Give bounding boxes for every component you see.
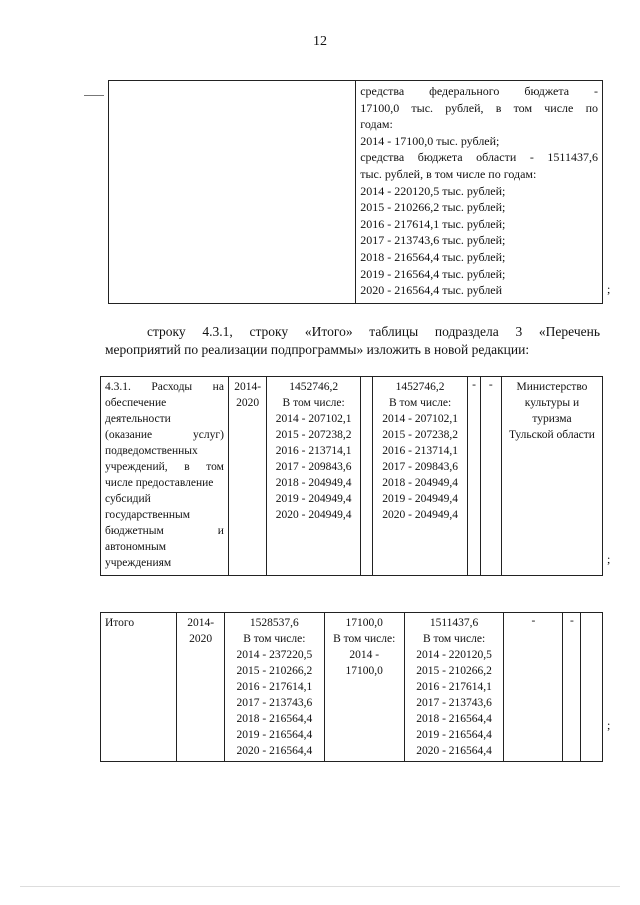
description-line: субсидий (105, 493, 151, 505)
description-line: деятельности (105, 413, 171, 425)
amount-line: 1452746,2 (395, 381, 445, 393)
regional-amount-cell (404, 613, 504, 762)
amount-line: 2017 - 213743,6 (416, 697, 492, 709)
executor-cell (501, 377, 602, 576)
amount-line: 2015 - 210266,2 (236, 665, 313, 677)
amount-line: 2018 - 216564,4 (236, 713, 313, 725)
funding-line: 2016 - 217614,1 тыс. рублей; (360, 216, 506, 231)
funding-line: 2015 - 210266,2 тыс. рублей; (360, 200, 506, 215)
funding-line: годам: (360, 117, 393, 132)
funding-line: средства федерального бюджета - (360, 84, 598, 98)
dash-1: - (472, 379, 476, 391)
empty-cell (581, 613, 603, 762)
funding-line: средства бюджета области - 1511437,6 (360, 150, 598, 165)
funding-line: 2020 - 216564,4 тыс. рублей (360, 283, 503, 298)
description-line: 4.3.1. Расходы на (105, 381, 224, 393)
dash-cell-1 (504, 613, 563, 762)
page-number: 12 (313, 34, 327, 49)
amount-line: 2015 - 207238,2 (275, 429, 352, 441)
amount-line: 2014 - (349, 649, 380, 661)
amount-line: 1511437,6 (429, 617, 479, 629)
scan-mark (84, 95, 104, 96)
executor-line: культуры и (524, 397, 580, 409)
federal-amount-cell (324, 613, 404, 762)
period-line: 2014- (187, 617, 215, 629)
table1-semicolon: ; (607, 282, 611, 296)
amount-line: 2016 - 217614,1 (236, 681, 313, 693)
period-line: 2014- (234, 381, 262, 393)
description-line: числе предоставление (105, 477, 214, 489)
amount-line: 2019 - 204949,4 (382, 493, 458, 505)
instruction-line-2: мероприятий по реализации подпрограммы» изложить в новой редакции: (105, 342, 530, 357)
amount-line: 2017 - 209843,6 (275, 461, 352, 473)
dash-2: - (570, 615, 574, 627)
total-amount-cell (267, 377, 361, 576)
amount-line: 2014 - 207102,1 (275, 413, 352, 425)
dash-cell-1 (468, 377, 480, 576)
dash-1: - (531, 615, 536, 627)
amount-line: 2020 - 216564,4 (416, 745, 492, 757)
amount-line: 2016 - 213714,1 (275, 445, 352, 457)
dash-2: - (488, 379, 493, 391)
dash-cell-2 (480, 377, 501, 576)
dash-cell-2 (563, 613, 581, 762)
empty-left-cell (109, 81, 356, 304)
amount-line: 2015 - 210266,2 (416, 665, 492, 677)
period-line: 2020 (236, 397, 260, 409)
amount-line: В том числе: (333, 633, 396, 645)
period-line: 2020 (189, 633, 213, 645)
executor-line: Тульской области (508, 429, 595, 441)
description-line: бюджетным и (105, 525, 224, 537)
amount-line: 2018 - 216564,4 (416, 713, 492, 725)
amount-line: 2020 - 216564,4 (236, 745, 313, 757)
amount-line: 2019 - 204949,4 (275, 493, 352, 505)
measure-description-cell (101, 377, 229, 576)
funding-sources-cell (356, 81, 603, 304)
amount-line: 1528537,6 (249, 617, 299, 629)
amount-line: 2014 - 220120,5 (416, 649, 492, 661)
executor-line: Министерство (516, 381, 588, 393)
description-line: учреждениям (105, 557, 172, 569)
period-cell (177, 613, 225, 762)
total-amount-cell (225, 613, 325, 762)
instruction-line-1: строку 4.3.1, строку «Итого» таблицы подраздела 3 «Перечень (147, 324, 600, 339)
amount-line: 2019 - 216564,4 (236, 729, 313, 741)
total-label: Итого (105, 617, 135, 629)
funding-line: 17100,0 тыс. рублей, в том числе по (360, 100, 598, 115)
description-line: подведомственных (105, 445, 198, 457)
amount-line: 2016 - 213714,1 (382, 445, 458, 457)
funding-table-fragment (108, 80, 603, 304)
amount-line: 1452746,2 (289, 381, 339, 393)
description-line: (оказание услуг) (105, 429, 224, 441)
period-cell (228, 377, 266, 576)
empty-federal-cell (360, 377, 372, 576)
total-row-table (100, 612, 603, 762)
amount-line: 2014 - 207102,1 (382, 413, 458, 425)
table3-semicolon: ; (607, 718, 611, 732)
funding-line: 2017 - 213743,6 тыс. рублей; (360, 233, 506, 248)
regional-amount-cell (372, 377, 468, 576)
description-line: автономным (105, 541, 166, 553)
amount-line: В том числе: (422, 633, 486, 645)
description-line: учреждений, в том (105, 461, 224, 473)
amount-line: 2020 - 204949,4 (382, 509, 458, 521)
amount-line: 2017 - 213743,6 (236, 697, 313, 709)
amount-line: 2018 - 204949,4 (275, 477, 352, 489)
executor-line: туризма (532, 413, 572, 425)
table2-semicolon: ; (607, 552, 611, 566)
scan-mark (20, 886, 620, 887)
amount-line: 2020 - 204949,4 (275, 509, 352, 521)
funding-line: 2014 - 17100,0 тыс. рублей; (360, 133, 500, 148)
amount-line: 2017 - 209843,6 (382, 461, 458, 473)
amount-line: В том числе: (282, 397, 345, 409)
description-line: государственным (105, 509, 191, 521)
amount-line: 2014 - 237220,5 (236, 649, 313, 661)
amount-line: 2015 - 207238,2 (382, 429, 458, 441)
measure-4-3-1-table (100, 376, 603, 576)
description-line: обеспечение (105, 397, 167, 409)
amount-line: 2019 - 216564,4 (416, 729, 492, 741)
instruction-paragraph (105, 323, 600, 359)
amount-line: В том числе: (389, 397, 452, 409)
total-label-cell (101, 613, 177, 762)
amount-line: 2018 - 204949,4 (382, 477, 458, 489)
amount-line: 17100,0 (345, 665, 383, 677)
funding-line: 2019 - 216564,4 тыс. рублей; (360, 266, 506, 281)
funding-sources-text (356, 81, 602, 301)
amount-line: 2016 - 217614,1 (416, 681, 492, 693)
funding-line: тыс. рублей, в том числе по годам: (360, 166, 537, 181)
amount-line: В том числе: (243, 633, 306, 645)
amount-line: 17100,0 (345, 617, 383, 629)
funding-line: 2018 - 216564,4 тыс. рублей; (360, 249, 506, 264)
funding-line: 2014 - 220120,5 тыс. рублей; (360, 183, 506, 198)
